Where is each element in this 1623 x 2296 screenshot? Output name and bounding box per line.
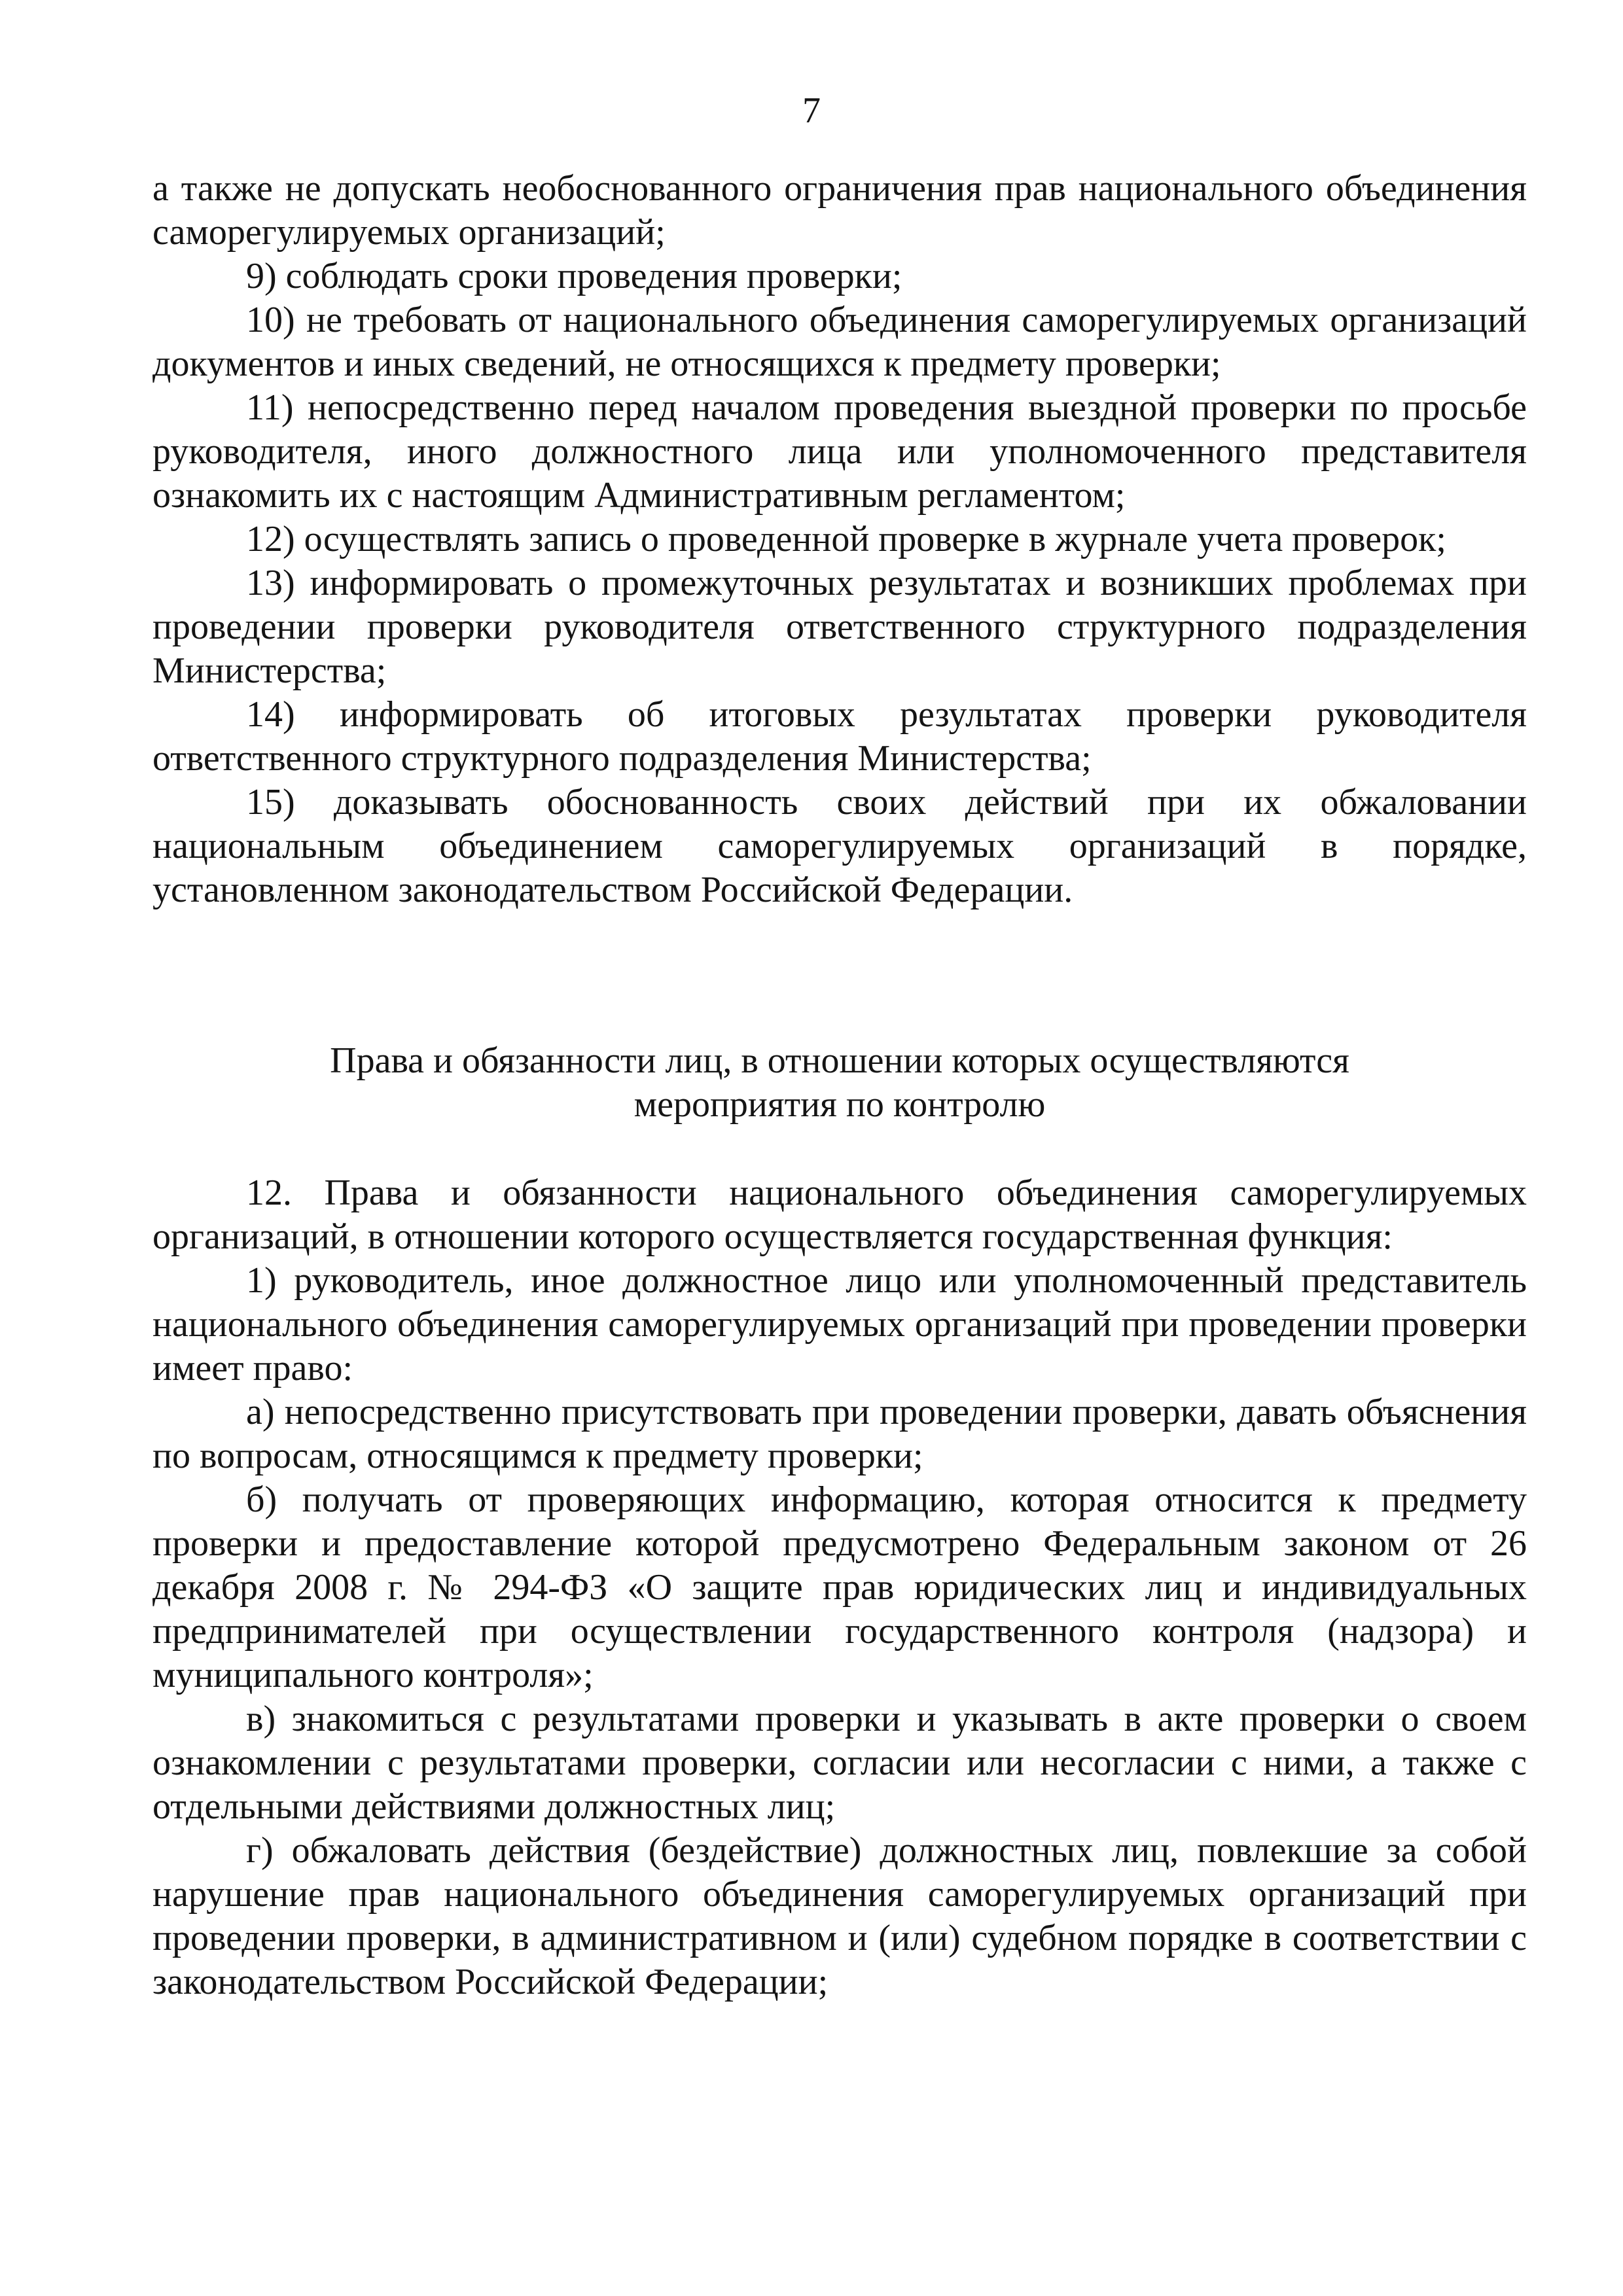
paragraph-subitem-g: г) обжаловать действия (бездействие) должностных лиц, повлекшие за собой нарушение прав национального объединения саморегулируемых организаций при проведении проверки, в административном и (или) судебном порядке в соответствии с законодательством Российской Федерации; (152, 1830, 1527, 2002)
paragraph-clause-12: 12. Права и обязанности национального объединения саморегулируемых организаций, в отношении которого осуществляется государственная функция: (152, 1173, 1527, 1257)
paragraph-item-13: 13) информировать о промежуточных результатах и возникших проблемах при проведении проверки руководителя ответственного структурного подразделения Министерства; (152, 563, 1527, 691)
top-text-section (152, 167, 1527, 912)
paragraph-item-14: 14) информировать об итоговых результатах проверки руководителя ответственного структурного подразделения Министерства; (152, 694, 1527, 779)
paragraph-subclause-1: 1) руководитель, иное должностное лицо или уполномоченный представитель национального объединения саморегулируемых организаций при проведении проверки имеет право: (152, 1260, 1527, 1388)
section-heading-line-2: мероприятия по контролю (633, 1084, 1046, 1125)
section-heading (152, 1039, 1527, 1127)
paragraph-item-15: 15) доказывать обоснованность своих действий при их обжаловании национальным объединением саморегулируемых организаций в порядке, установленном законодательством Российской Федерации. (152, 782, 1527, 910)
paragraph-continuation: а также не допускать необоснованного ограничения прав национального объединения саморегулируемых организаций; (152, 168, 1527, 253)
paragraph-item-12: 12) осуществлять запись о проведенной проверке в журнале учета проверок; (246, 519, 1446, 559)
paragraph-subitem-v: в) знакомиться с результатами проверки и указывать в акте проверки о своем ознакомлении с результатами проверки, согласии или несогласии с ними, а также с отдельными действиями должностных лиц; (152, 1699, 1527, 1827)
page-number: 7 (802, 90, 821, 131)
section-heading-line-1: Права и обязанности лиц, в отношении которых осуществляются (330, 1040, 1349, 1081)
paragraph-item-10: 10) не требовать от национального объединения саморегулируемых организаций документов и иных сведений, не относящихся к предмету проверки; (152, 300, 1527, 384)
paragraph-subitem-a: а) непосредственно присутствовать при проведении проверки, давать объяснения по вопросам, относящимся к предмету проверки; (152, 1392, 1527, 1476)
paragraph-item-11: 11) непосредственно перед началом проведения выездной проверки по просьбе руководителя, иного должностного лица или уполномоченного представителя ознакомить их с настоящим Административным регламентом; (152, 387, 1527, 516)
paragraph-subitem-b: б) получать от проверяющих информацию, которая относится к предмету проверки и предоставление которой предусмотрено Федеральным законом от 26 декабря 2008 г. № 294-ФЗ «О защите прав юридических лиц и индивидуальных предпринимателей при осуществлении государственного контроля (надзора) и муниципального контроля»; (152, 1479, 1527, 1695)
paragraph-item-9: 9) соблюдать сроки проведения проверки; (246, 256, 902, 296)
bottom-text-section (152, 1171, 1527, 2004)
